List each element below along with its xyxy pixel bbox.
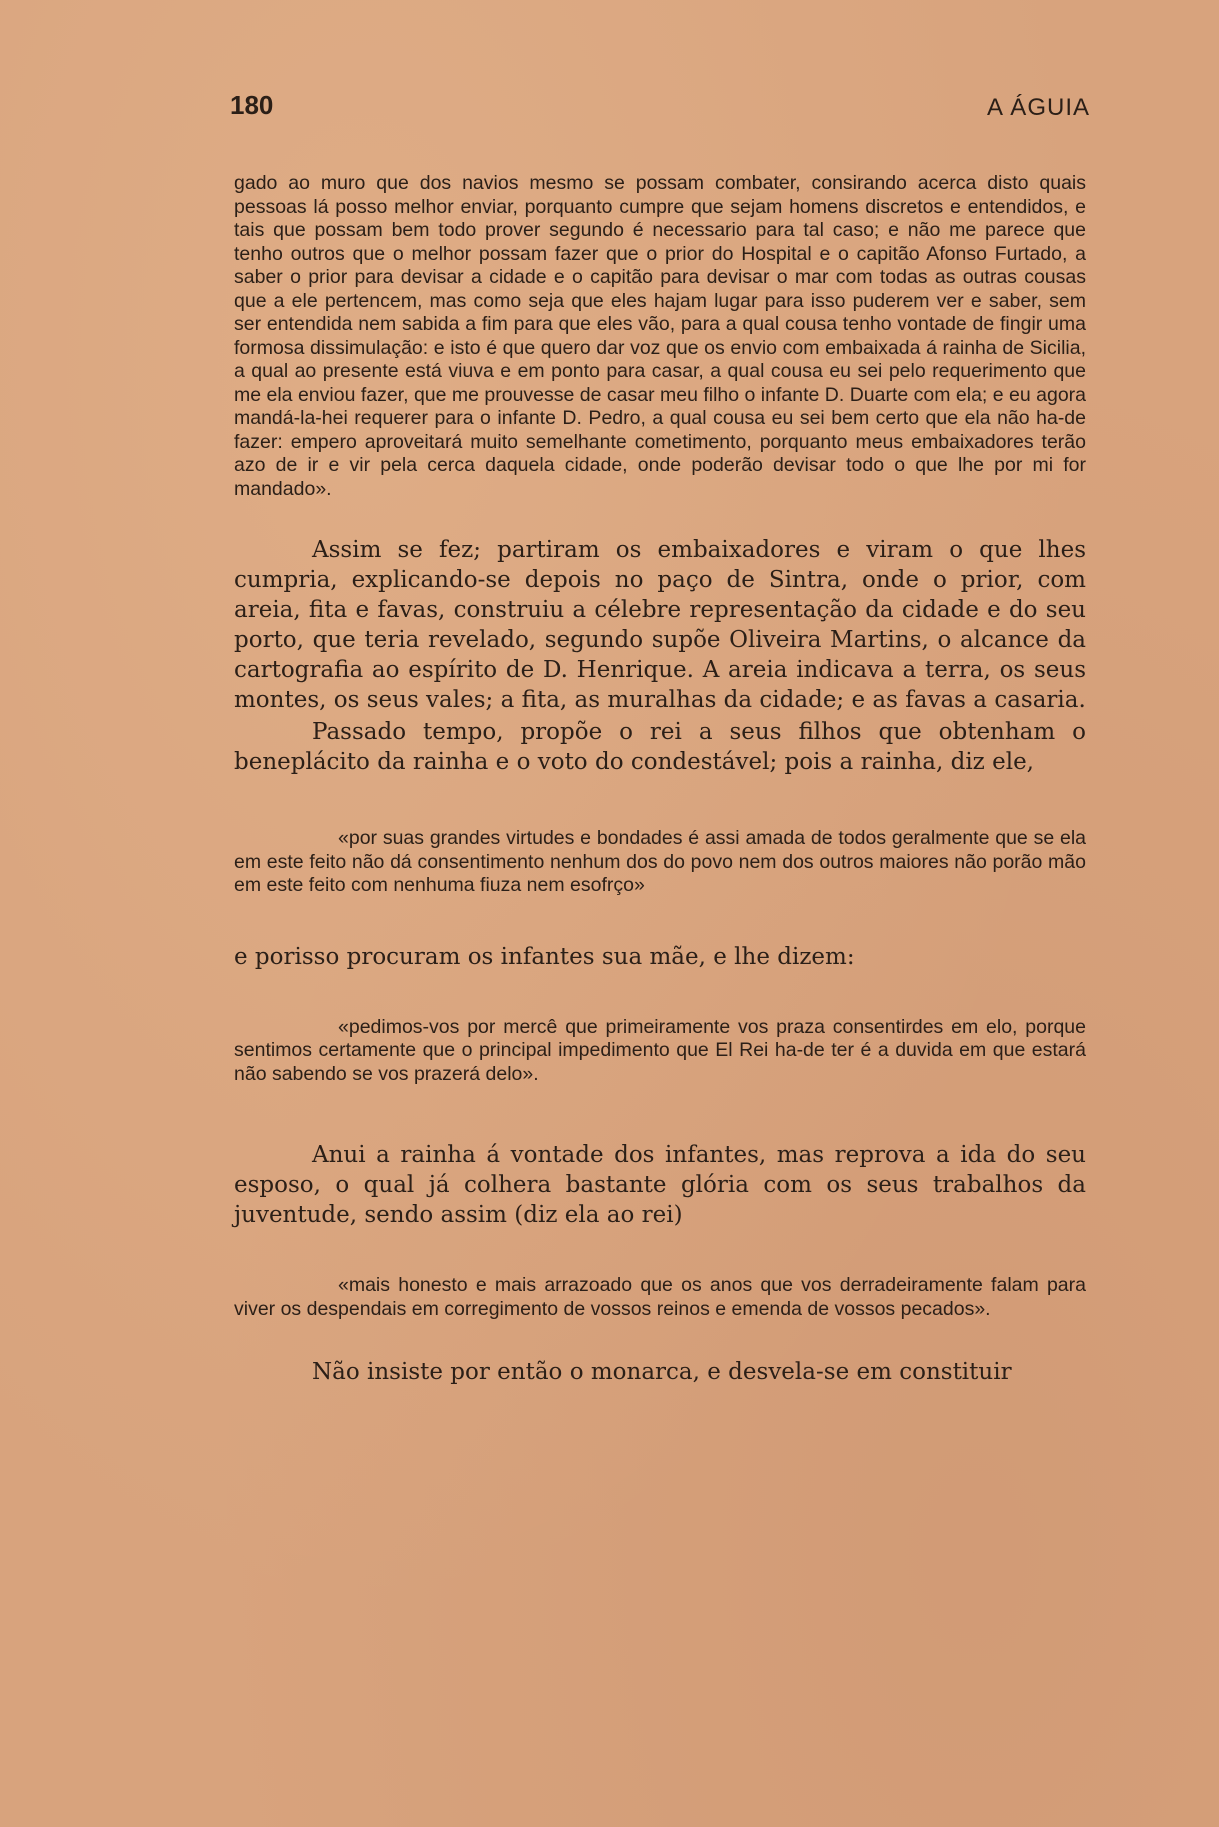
- page-header: [230, 90, 1090, 130]
- running-title: A ÁGUIA: [986, 94, 1090, 121]
- block-quote: «pedimos-vos por mercê que primeiramente vos praza consentirdes em elo, porque sentimos certamente que o principal impedimento que El Rei ha-de ter é a duvida em que estará não sabendo se vos prazerá delo».: [234, 1015, 1086, 1085]
- narrative-paragraph: Não insiste por então o monarca, e desvela-se em constituir: [312, 1359, 1012, 1385]
- narrative-paragraph: Assim se fez; partiram os embaixadores e viram o que lhes cumpria, explicando-se depois no paço de Sintra, onde o prior, com areia, fita e favas, construiu a célebre representação da cidade e do seu porto, que teria revelado, segundo supõe Oliveira Martins, o alcance da cartografia ao espírito de D. Henrique. A areia indicava a terra, os seus montes, os seus vales; a fita, as muralhas da cidade; e as favas a casaria.: [234, 537, 1086, 713]
- page-number: 180: [230, 90, 274, 120]
- narrative-paragraph: Passado tempo, propõe o rei a seus filhos que obtenham o beneplácito da rainha e o voto do condestável; pois a rainha, diz ele,: [234, 719, 1086, 775]
- block-quote: «mais honesto e mais arrazoado que os anos que vos derradeiramente falam para viver os despendais em corregimento de vossos reinos e emenda de vossos pecados».: [234, 1274, 1086, 1320]
- narrative-paragraph: e porisso procuram os infantes sua mãe, e lhe dizem:: [234, 943, 855, 970]
- page-content: [234, 172, 1086, 1387]
- quoted-letter-continuation: gado ao muro que dos navios mesmo se possam combater, consirando acerca disto quais pessoas lá posso melhor enviar, porquanto cumpre que sejam homens discretos e entendidos, e tais que possam bem todo prover segundo é necessario para tal caso; e não me parece que tenho outros que o melhor possam fazer que o prior do Hospital e o capitão Afonso Furtado, a saber o prior para devisar a cidade e o capitão para devisar o mar com todas as outras cousas que a ele pertencem, mas como seja que eles hajam lugar para isso puderem ver e saber, sem ser entendida nem sabida a fim para que eles vão, para a qual cousa tenho vontade de fingir uma formosa dissimulação: e isto é que quero dar voz que os envio com embaixada á rainha de Sicilia, a qual ao presente está viuva e em ponto para casar, a qual cousa eu sei pelo requerimento que me ela enviou fazer, que me prouvesse de casar meu filho o infante D. Duarte com ela; e eu agora mandá-la-hei requerer para o infante D. Pedro, a qual cousa eu sei bem certo que ela não ha-de fazer: empero aproveitará muito semelhante cometimento, porquanto meus embaixadores terão azo de ir e vir pela cerca daquela cidade, onde poderão devisar todo o que lhe por mi for mandado».: [234, 172, 1086, 500]
- narrative-paragraph: Anui a rainha á vontade dos infantes, mas reprova a ida do seu esposo, o qual já colhera bastante glória com os seus trabalhos da juventude, sendo assim (diz ela ao rei): [234, 1142, 1086, 1228]
- block-quote: «por suas grandes virtudes e bondades é assi amada de todos geralmente que se ela em este feito não dá consentimento nenhum dos do povo nem dos outros maiores não porão mão em este feito com nenhuma fiuza nem esofrço»: [234, 827, 1086, 896]
